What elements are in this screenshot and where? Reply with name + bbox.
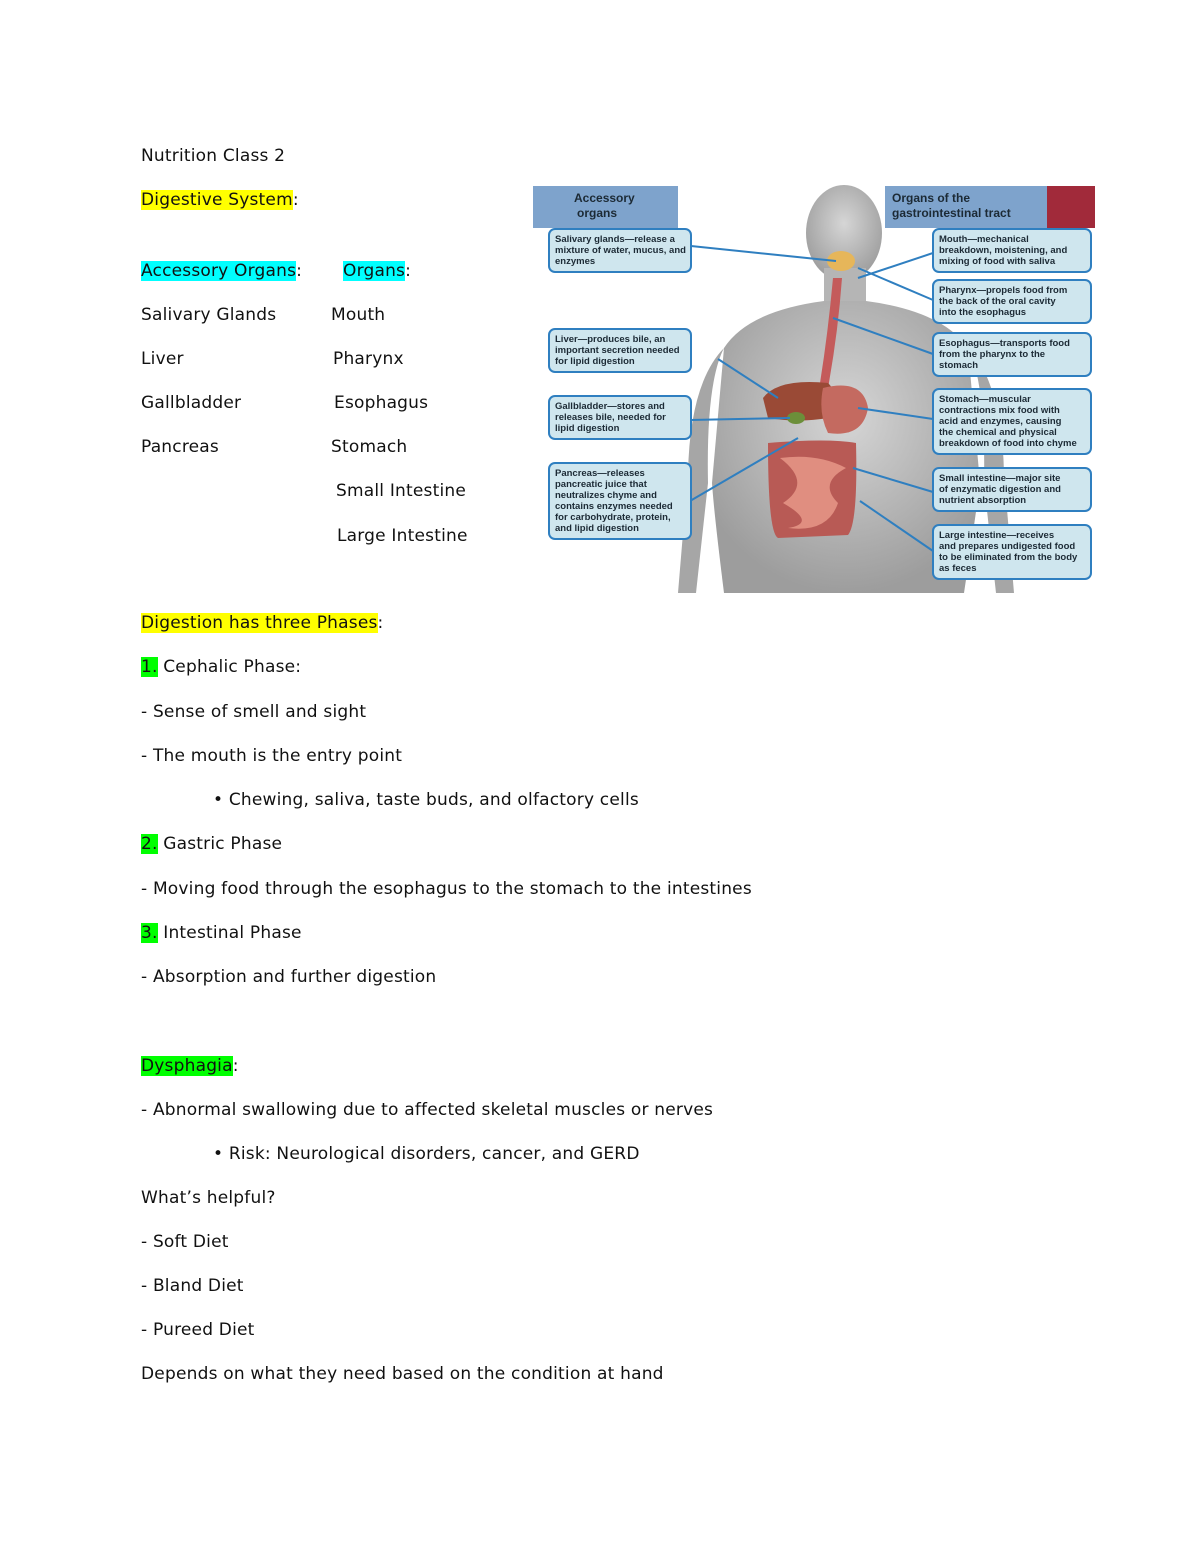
phases-heading: Digestion has three Phases: bbox=[141, 613, 384, 633]
dysphagia-bullet: • Risk: Neurological disorders, cancer, and GERD bbox=[213, 1144, 640, 1164]
phase-1-bullet: • Chewing, saliva, taste buds, and olfactory cells bbox=[213, 790, 639, 810]
accessory-item: Liver bbox=[141, 349, 184, 369]
page-title: Nutrition Class 2 bbox=[141, 146, 286, 166]
helpful-question: What’s helpful? bbox=[141, 1188, 276, 1208]
diet-item: - Bland Diet bbox=[141, 1276, 244, 1296]
callout-text: for carbohydrate, protein, bbox=[555, 512, 671, 523]
organ-item: Small Intestine bbox=[336, 481, 467, 501]
callout-text: nutrient absorption bbox=[939, 495, 1027, 506]
digestive-system-heading: Digestive System: bbox=[141, 190, 299, 210]
callout-text: Stomach—muscular bbox=[939, 394, 1031, 405]
callout-text: mixture of water, mucus, and bbox=[555, 245, 686, 256]
organ-item: Esophagus bbox=[334, 393, 429, 413]
callout-text: lipid digestion bbox=[555, 423, 620, 434]
callout-text: from the pharynx to the bbox=[939, 349, 1046, 360]
accessory-item: Gallbladder bbox=[141, 393, 242, 413]
callout-text: Pancreas—releases bbox=[555, 468, 645, 479]
digestive-system-label: Digestive System bbox=[141, 190, 293, 210]
gi-tract-callouts bbox=[933, 229, 1091, 579]
right-header-line: gastrointestinal tract bbox=[892, 206, 1011, 220]
phase-1-title: 1. Cephalic Phase: bbox=[141, 657, 302, 677]
callout-text: Liver—produces bile, an bbox=[555, 334, 666, 345]
callout-text: breakdown of food into chyme bbox=[939, 438, 1077, 449]
callout-text: of enzymatic digestion and bbox=[939, 484, 1061, 495]
accessory-item: Pancreas bbox=[141, 437, 219, 457]
left-header-line: Accessory bbox=[574, 191, 635, 205]
callout-text: Large intestine—receives bbox=[939, 530, 1055, 541]
callout-text: to be eliminated from the body bbox=[939, 552, 1078, 563]
phase-2-line: - Moving food through the esophagus to the stomach to the intestines bbox=[141, 879, 752, 899]
diet-item: - Pureed Diet bbox=[141, 1320, 255, 1340]
callout-text: the chemical and physical bbox=[939, 427, 1057, 438]
callout-text: Esophagus—transports food bbox=[939, 338, 1070, 349]
right-header-line: Organs of the bbox=[892, 191, 971, 205]
header-photo bbox=[1047, 186, 1095, 228]
callout-text: and lipid digestion bbox=[555, 523, 639, 534]
callout-text: into the esophagus bbox=[939, 307, 1027, 318]
organ-item: Large Intestine bbox=[337, 526, 468, 546]
callout-text: mixing of food with saliva bbox=[939, 256, 1056, 267]
callout-text: pancreatic juice that bbox=[555, 479, 647, 490]
dysphagia-line: - Abnormal swallowing due to affected skeletal muscles or nerves bbox=[141, 1100, 714, 1120]
callout-text: enzymes bbox=[555, 256, 596, 267]
callout-text: releases bile, needed for bbox=[555, 412, 666, 423]
callout-text: the back of the oral cavity bbox=[939, 296, 1056, 307]
callout-text: stomach bbox=[939, 360, 979, 371]
phase-3-line: - Absorption and further digestion bbox=[141, 967, 437, 987]
callout-text: for lipid digestion bbox=[555, 356, 635, 367]
callout-text: neutralizes chyme and bbox=[555, 490, 657, 501]
phase-1-line: - The mouth is the entry point bbox=[141, 746, 403, 766]
callout-text: acid and enzymes, causing bbox=[939, 416, 1062, 427]
left-header-line: organs bbox=[577, 206, 618, 220]
diet-item: - Soft Diet bbox=[141, 1232, 229, 1252]
accessory-organs-heading: Accessory Organs: bbox=[141, 261, 303, 281]
organ-item: Stomach bbox=[331, 437, 408, 457]
organs-heading: Organs: bbox=[343, 261, 412, 281]
dysphagia-heading: Dysphagia: bbox=[141, 1056, 239, 1076]
accessory-callouts bbox=[549, 229, 691, 539]
callout-text: Pharynx—propels food from bbox=[939, 285, 1068, 296]
callout-text: contains enzymes needed bbox=[555, 501, 673, 512]
accessory-item: Salivary Glands bbox=[141, 305, 277, 325]
phase-1-line: - Sense of smell and sight bbox=[141, 702, 367, 722]
conclusion: Depends on what they need based on the condition at hand bbox=[141, 1364, 664, 1384]
callout-text: breakdown, moistening, and bbox=[939, 245, 1068, 256]
callout-text: as feces bbox=[939, 563, 977, 574]
organ-item: Pharynx bbox=[333, 349, 404, 369]
callout-text: Small intestine—major site bbox=[939, 473, 1061, 484]
phase-2-title: 2. Gastric Phase bbox=[141, 834, 283, 854]
phase-3-title: 3. Intestinal Phase bbox=[141, 923, 302, 943]
callout-text: contractions mix food with bbox=[939, 405, 1060, 416]
callout-text: important secretion needed bbox=[555, 345, 680, 356]
callout-text: and prepares undigested food bbox=[939, 541, 1076, 552]
callout-text: Mouth—mechanical bbox=[939, 234, 1029, 245]
callout-text: Salivary glands—release a bbox=[555, 234, 675, 245]
digestive-system-figure bbox=[528, 183, 1098, 593]
callout-text: Gallbladder—stores and bbox=[555, 401, 665, 412]
organ-item: Mouth bbox=[331, 305, 386, 325]
